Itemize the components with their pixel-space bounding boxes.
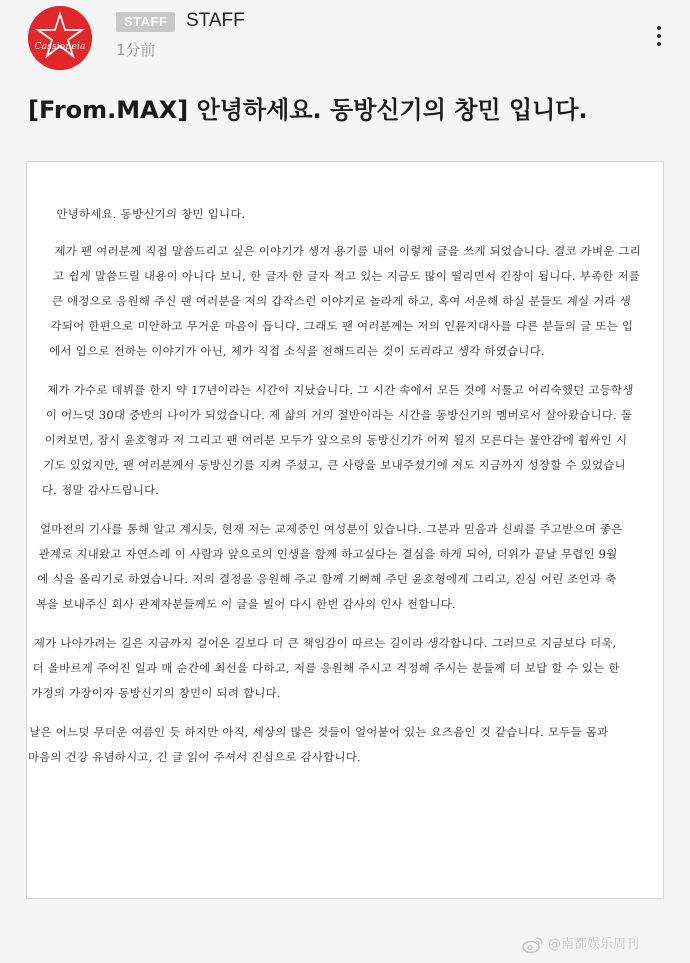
letter-paragraph-1: 제가 팬 여러분께 직접 말씀드리고 싶은 이야기가 생겨 용기를 내어 이렇게 글을 쓰게 되었습니다. 결코 가벼운 그리고 쉽게 말씀드릴 내용이 아니다 보니, 한 글자 한 글자 적고 있는 지금도 많이 떨리면서 긴장이 됩니다. 부족한 저를 큰 애정으로 응원해 주신 팬 여러분을 저의 갑작스런 이야기로 놀라게 하고, 혹여 서운해 하실 분들도 계실 거라 생각되어 한편으로 미안하고 무거운 마음이 듭니다. 그래도 팬 여러분께는 저의 인륜지대사를 다른 분들의 글 또는 입에서 입으로 전하는 이야기가 아닌, 제가 직접 소식을 전해드리는 것이 도리라고 생각 하였습니다.: [48, 244, 642, 358]
post-header: [0, 0, 690, 80]
more-vertical-icon: [657, 26, 661, 30]
avatar-logo-text: Cassiopeia: [34, 42, 86, 52]
letter-body: [26, 202, 647, 784]
watermark-text: @南都娱乐周刊: [548, 937, 640, 952]
more-vertical-icon-dot-2: [657, 34, 661, 38]
letter-paragraph-5: 날은 어느덧 무더운 여름인 듯 하지만 아직, 세상의 많은 것들이 얼어붙어 있는 요즈음인 것 같습니다. 모두들 몸과 마음의 건강 유념하시고, 긴 글 읽어 주셔서 진심으로 감사합니다.: [27, 725, 609, 764]
watermark: [522, 933, 639, 957]
weibo-icon: [522, 936, 544, 954]
avatar[interactable]: [28, 6, 92, 70]
staff-badge: STAFF: [116, 12, 175, 32]
more-options-button[interactable]: [644, 18, 674, 54]
letter-greeting: 안녕하세요. 동방신기의 창민 입니다.: [56, 207, 246, 221]
post-title: [From.MAX] 안녕하세요. 동방신기의 창민 입니다.: [28, 96, 588, 124]
letter-paragraph-2: 제가 가수로 데뷔를 한지 약 17년이라는 시간이 지났습니다. 그 시간 속에서 모든 것에 서툴고 어리숙했던 고등학생이 어느덧 30대 중반의 나이가 되었습니다. 제 삶의 거의 절반이라는 시간을 동방신기의 멤버로서 살아왔습니다. 돌이켜보면, 잠시 윤호형과 저 그리고 팬 여러분 모두가 앞으로의 동방신기가 어찌 될지 모른다는 불안감에 휩싸인 시기도 있었지만, 팬 여러분께서 동방신기를 지켜 주셨고, 큰 사랑을 보내주셨기에 저도 지금까지 성장할 수 있었습니다. 정말 감사드립니다.: [41, 383, 634, 497]
handwritten-letter-image[interactable]: [26, 161, 664, 899]
star-logo-icon: [28, 6, 92, 70]
more-vertical-icon-dot-3: [657, 42, 661, 46]
letter-paragraph-3: 얼마전의 기사를 통해 알고 계시듯, 현재 저는 교제중인 여성분이 있습니다. 그분과 믿음과 신뢰를 주고받으며 좋은 관계로 지내왔고 자연스레 이 사람과 앞으로의 인생을 함께 하고싶다는 결심을 하게 되어, 더위가 끝날 무렵인 9월에 식을 올리기로 하였습니다. 저의 결정을 응원해 주고 함께 기뻐해 주던 윤호형에게 그리고, 진심 어린 조언과 축복을 보내주신 회사 관계자분들께도 이 글을 빌어 다시 한번 감사의 인사 전합니다.: [35, 522, 623, 611]
author-name[interactable]: STAFF: [186, 10, 245, 31]
post-timestamp: 1分前: [116, 41, 156, 59]
letter-paragraph-4: 제가 나아가려는 길은 지금까지 걸어온 길보다 더 큰 책임감이 따르는 길이라 생각합니다. 그러므로 지금보다 더욱, 더 올바르게 주어진 일과 매 순간에 최선을 다하고, 저를 응원해 주시고 걱정해 주시는 분들께 더 보답 할 수 있는 한 가정의 가장이자 동방신기의 창민이 되려 합니다.: [30, 636, 621, 700]
